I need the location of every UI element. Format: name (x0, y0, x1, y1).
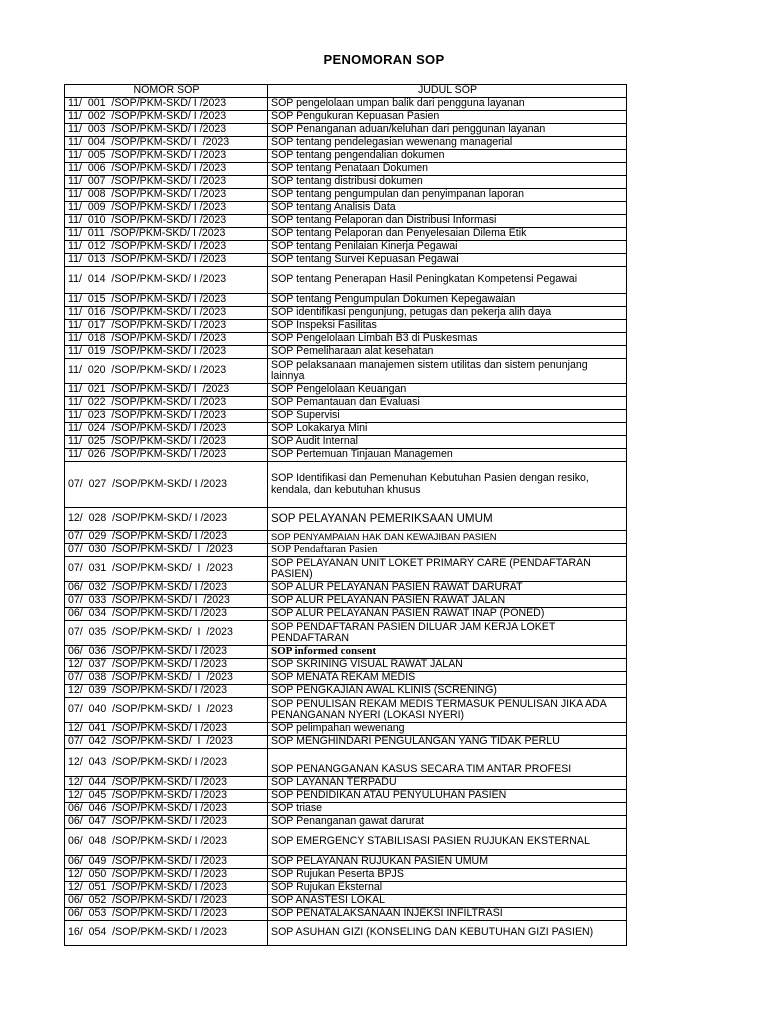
sop-title: SOP Pertemuan Tinjauan Managemen (268, 449, 627, 462)
sop-title: SOP ASUHAN GIZI (KONSELING DAN KEBUTUHAN GIZI PASIEN) (268, 921, 627, 946)
sop-title: SOP tentang Penerapan Hasil Peningkatan Kompetensi Pegawai (268, 267, 627, 294)
table-row (65, 202, 627, 215)
table-row (65, 346, 627, 359)
table-row (65, 723, 627, 736)
sop-title: SOP Pengukuran Kepuasan Pasien (268, 111, 627, 124)
sop-number: 07/ 040 /SOP/PKM-SKD/ I /2023 (65, 698, 268, 723)
table-row (65, 777, 627, 790)
sop-title: SOP PENDAFTARAN PASIEN DILUAR JAM KERJA LOKET PENDAFTARAN (268, 621, 627, 646)
sop-number: 11/ 016 /SOP/PKM-SKD/ I /2023 (65, 307, 268, 320)
table-row (65, 869, 627, 882)
sop-number: 07/ 042 /SOP/PKM-SKD/ I /2023 (65, 736, 268, 749)
sop-number: 11/ 012 /SOP/PKM-SKD/ I /2023 (65, 241, 268, 254)
table-row (65, 397, 627, 410)
sop-title: SOP tentang distribusi dokumen (268, 176, 627, 189)
sop-number: 11/ 017 /SOP/PKM-SKD/ I /2023 (65, 320, 268, 333)
table-row (65, 359, 627, 384)
sop-title: SOP Penanganan gawat darurat (268, 816, 627, 829)
table-header-row (65, 85, 627, 98)
sop-title: SOP Pengelolaan Keuangan (268, 384, 627, 397)
sop-title: SOP PELAYANAN RUJUKAN PASIEN UMUM (268, 856, 627, 869)
sop-title: SOP tentang Penilaian Kinerja Pegawai (268, 241, 627, 254)
sop-number: 11/ 005 /SOP/PKM-SKD/ I /2023 (65, 150, 268, 163)
sop-number: 11/ 022 /SOP/PKM-SKD/ I /2023 (65, 397, 268, 410)
sop-title: SOP tentang Survei Kepuasan Pegawai (268, 254, 627, 267)
sop-table (64, 84, 627, 946)
sop-title: SOP Pemantauan dan Evaluasi (268, 397, 627, 410)
table-row (65, 698, 627, 723)
table-row (65, 137, 627, 150)
sop-title: SOP PENATALAKSANAAN INJEKSI INFILTRASI (268, 908, 627, 921)
page-title: PENOMORAN SOP (323, 52, 445, 67)
table-row (65, 462, 627, 508)
table-row (65, 384, 627, 397)
table-row (65, 449, 627, 462)
table-row (65, 189, 627, 202)
table-row (65, 163, 627, 176)
sop-number: 11/ 008 /SOP/PKM-SKD/ I /2023 (65, 189, 268, 202)
table-row (65, 659, 627, 672)
table-row (65, 882, 627, 895)
sop-title: SOP PENANGGANAN KASUS SECARA TIM ANTAR PROFESI (268, 749, 627, 777)
sop-title: SOP Lokakarya Mini (268, 423, 627, 436)
table-row (65, 228, 627, 241)
sop-number: 06/ 049 /SOP/PKM-SKD/ I /2023 (65, 856, 268, 869)
sop-title: SOP LAYANAN TERPADU (268, 777, 627, 790)
table-row (65, 215, 627, 228)
sop-title: SOP PELAYANAN PEMERIKSAAN UMUM (268, 508, 627, 531)
table-row (65, 98, 627, 111)
sop-title: SOP Inspeksi Fasilitas (268, 320, 627, 333)
sop-number: 07/ 033 /SOP/PKM-SKD/ I /2023 (65, 595, 268, 608)
sop-title: SOP PENYAMPAIAN HAK DAN KEWAJIBAN PASIEN (268, 531, 627, 544)
sop-number: 11/ 024 /SOP/PKM-SKD/ I /2023 (65, 423, 268, 436)
sop-title: SOP pelimpahan wewenang (268, 723, 627, 736)
sop-title: SOP Audit Internal (268, 436, 627, 449)
table-row (65, 816, 627, 829)
sop-title: SOP Rujukan Eksternal (268, 882, 627, 895)
sop-title: SOP Pemeliharaan alat kesehatan (268, 346, 627, 359)
sop-title: SOP SKRINING VISUAL RAWAT JALAN (268, 659, 627, 672)
table-row (65, 829, 627, 856)
sop-title: SOP triase (268, 803, 627, 816)
sop-number: 12/ 050 /SOP/PKM-SKD/ I /2023 (65, 869, 268, 882)
sop-title: SOP ALUR PELAYANAN PASIEN RAWAT INAP (PONED) (268, 608, 627, 621)
header-nomor-sop: NOMOR SOP (65, 85, 268, 98)
sop-title: SOP MENGHINDARI PENGULANGAN YANG TIDAK PERLU (268, 736, 627, 749)
sop-title: SOP informed consent (268, 646, 627, 659)
sop-number: 06/ 032 /SOP/PKM-SKD/ I /2023 (65, 582, 268, 595)
sop-number: 07/ 029 /SOP/PKM-SKD/ I /2023 (65, 531, 268, 544)
sop-title: SOP pelaksanaan manajemen sistem utilitas dan sistem penunjang lainnya (268, 359, 627, 384)
sop-title: SOP PENDIDIKAN ATAU PENYULUHAN PASIEN (268, 790, 627, 803)
sop-title: SOP MENATA REKAM MEDIS (268, 672, 627, 685)
table-row (65, 908, 627, 921)
table-row (65, 736, 627, 749)
sop-number: 07/ 027 /SOP/PKM-SKD/ I /2023 (65, 462, 268, 508)
sop-number: 11/ 010 /SOP/PKM-SKD/ I /2023 (65, 215, 268, 228)
sop-title: SOP identifikasi pengunjung, petugas dan pekerja alih daya (268, 307, 627, 320)
table-row (65, 320, 627, 333)
table-row (65, 436, 627, 449)
table-row (65, 672, 627, 685)
table-row (65, 544, 627, 557)
table-row (65, 895, 627, 908)
sop-number: 11/ 002 /SOP/PKM-SKD/ I /2023 (65, 111, 268, 124)
table-row (65, 150, 627, 163)
sop-number: 12/ 051 /SOP/PKM-SKD/ I /2023 (65, 882, 268, 895)
table-row (65, 333, 627, 346)
table-row (65, 294, 627, 307)
header-judul-sop: JUDUL SOP (268, 85, 627, 98)
sop-number: 12/ 043 /SOP/PKM-SKD/ I /2023 (65, 749, 268, 777)
sop-number: 07/ 035 /SOP/PKM-SKD/ I /2023 (65, 621, 268, 646)
sop-number: 11/ 007 /SOP/PKM-SKD/ I /2023 (65, 176, 268, 189)
sop-number: 11/ 019 /SOP/PKM-SKD/ I /2023 (65, 346, 268, 359)
sop-number: 06/ 036 /SOP/PKM-SKD/ I /2023 (65, 646, 268, 659)
sop-number: 12/ 037 /SOP/PKM-SKD/ I /2023 (65, 659, 268, 672)
sop-number: 11/ 021 /SOP/PKM-SKD/ I /2023 (65, 384, 268, 397)
sop-number: 11/ 009 /SOP/PKM-SKD/ I /2023 (65, 202, 268, 215)
sop-number: 11/ 020 /SOP/PKM-SKD/ I /2023 (65, 359, 268, 384)
sop-number: 11/ 018 /SOP/PKM-SKD/ I /2023 (65, 333, 268, 346)
sop-title: SOP pengelolaan umpan balik dari pengguna layanan (268, 98, 627, 111)
sop-title: SOP tentang Analisis Data (268, 202, 627, 215)
sop-number: 12/ 045 /SOP/PKM-SKD/ I /2023 (65, 790, 268, 803)
table-row (65, 803, 627, 816)
table-row (65, 267, 627, 294)
table-row (65, 410, 627, 423)
table-row (65, 595, 627, 608)
sop-title: SOP PENGKAJIAN AWAL KLINIS (SCRENING) (268, 685, 627, 698)
table-row (65, 531, 627, 544)
table-row (65, 176, 627, 189)
sop-title: SOP Identifikasi dan Pemenuhan Kebutuhan Pasien dengan resiko, kendala, dan kebutuhan khusus (268, 462, 627, 508)
sop-number: 11/ 025 /SOP/PKM-SKD/ I /2023 (65, 436, 268, 449)
table-row (65, 582, 627, 595)
table-row (65, 254, 627, 267)
table-row (65, 646, 627, 659)
sop-number: 11/ 026 /SOP/PKM-SKD/ I /2023 (65, 449, 268, 462)
sop-title: SOP Pendaftaran Pasien (268, 544, 627, 557)
sop-title: SOP ALUR PELAYANAN PASIEN RAWAT JALAN (268, 595, 627, 608)
sop-title: SOP Supervisi (268, 410, 627, 423)
table-row (65, 685, 627, 698)
sop-number: 12/ 041 /SOP/PKM-SKD/ I /2023 (65, 723, 268, 736)
sop-number: 07/ 030 /SOP/PKM-SKD/ I /2023 (65, 544, 268, 557)
sop-title: SOP tentang Pelaporan dan Distribusi Informasi (268, 215, 627, 228)
table-row (65, 856, 627, 869)
sop-number: 11/ 023 /SOP/PKM-SKD/ I /2023 (65, 410, 268, 423)
sop-title: SOP PENULISAN REKAM MEDIS TERMASUK PENULISAN JIKA ADA PENANGANAN NYERI (LOKASI NYERI) (268, 698, 627, 723)
table-row (65, 241, 627, 254)
sop-title: SOP Rujukan Peserta BPJS (268, 869, 627, 882)
table-row (65, 608, 627, 621)
sop-number: 11/ 011 /SOP/PKM-SKD/ I /2023 (65, 228, 268, 241)
sop-number: 11/ 015 /SOP/PKM-SKD/ I /2023 (65, 294, 268, 307)
sop-title: SOP tentang Pengumpulan Dokumen Kepegawaian (268, 294, 627, 307)
sop-number: 12/ 028 /SOP/PKM-SKD/ I /2023 (65, 508, 268, 531)
sop-number: 06/ 047 /SOP/PKM-SKD/ I /2023 (65, 816, 268, 829)
table-row (65, 307, 627, 320)
sop-number: 12/ 039 /SOP/PKM-SKD/ I /2023 (65, 685, 268, 698)
sop-number: 11/ 004 /SOP/PKM-SKD/ I /2023 (65, 137, 268, 150)
table-row (65, 124, 627, 137)
table-row (65, 790, 627, 803)
sop-title: SOP tentang Penataan Dokumen (268, 163, 627, 176)
sop-title: SOP tentang Pelaporan dan Penyelesaian Dilema Etik (268, 228, 627, 241)
sop-number: 16/ 054 /SOP/PKM-SKD/ I /2023 (65, 921, 268, 946)
sop-title: SOP ANASTESI LOKAL (268, 895, 627, 908)
sop-title: SOP PELAYANAN UNIT LOKET PRIMARY CARE (PENDAFTARAN PASIEN) (268, 557, 627, 582)
sop-title: SOP Pengelolaan Limbah B3 di Puskesmas (268, 333, 627, 346)
sop-number: 11/ 006 /SOP/PKM-SKD/ I /2023 (65, 163, 268, 176)
sop-number: 06/ 053 /SOP/PKM-SKD/ I /2023 (65, 908, 268, 921)
sop-number: 07/ 031 /SOP/PKM-SKD/ I /2023 (65, 557, 268, 582)
sop-number: 11/ 014 /SOP/PKM-SKD/ I /2023 (65, 267, 268, 294)
sop-number: 11/ 001 /SOP/PKM-SKD/ I /2023 (65, 98, 268, 111)
sop-title: SOP tentang pengumpulan dan penyimpanan laporan (268, 189, 627, 202)
table-row (65, 557, 627, 582)
table-row (65, 508, 627, 531)
sop-title: SOP Penanganan aduan/keluhan dari penggunan layanan (268, 124, 627, 137)
sop-number: 11/ 013 /SOP/PKM-SKD/ I /2023 (65, 254, 268, 267)
sop-number: 06/ 046 /SOP/PKM-SKD/ I /2023 (65, 803, 268, 816)
sop-number: 07/ 038 /SOP/PKM-SKD/ I /2023 (65, 672, 268, 685)
table-row (65, 749, 627, 777)
sop-number: 06/ 034 /SOP/PKM-SKD/ I /2023 (65, 608, 268, 621)
sop-number: 06/ 052 /SOP/PKM-SKD/ I /2023 (65, 895, 268, 908)
table-row (65, 921, 627, 946)
table-row (65, 111, 627, 124)
sop-title: SOP tentang pengendalian dokumen (268, 150, 627, 163)
sop-number: 12/ 044 /SOP/PKM-SKD/ I /2023 (65, 777, 268, 790)
table-row (65, 621, 627, 646)
sop-number: 06/ 048 /SOP/PKM-SKD/ I /2023 (65, 829, 268, 856)
table-row (65, 423, 627, 436)
sop-title: SOP tentang pendelegasian wewenang managerial (268, 137, 627, 150)
sop-title: SOP ALUR PELAYANAN PASIEN RAWAT DARURAT (268, 582, 627, 595)
sop-number: 11/ 003 /SOP/PKM-SKD/ I /2023 (65, 124, 268, 137)
sop-title: SOP EMERGENCY STABILISASI PASIEN RUJUKAN EKSTERNAL (268, 829, 627, 856)
